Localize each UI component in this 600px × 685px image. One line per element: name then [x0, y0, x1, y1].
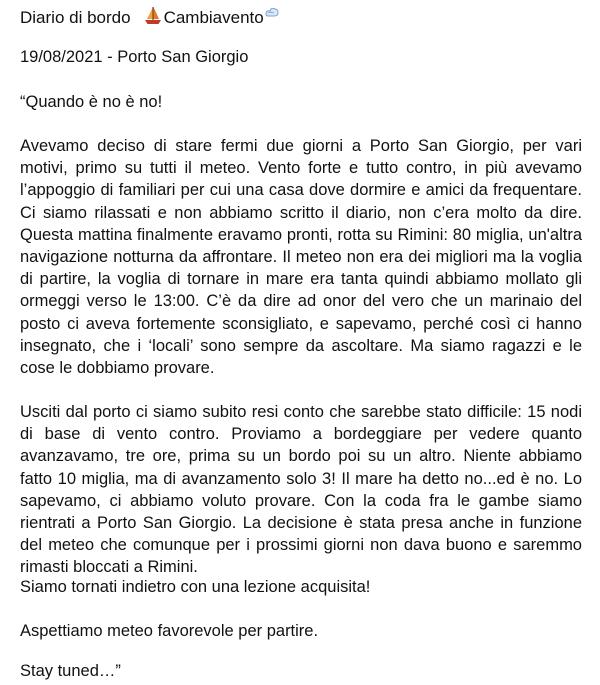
sailboat-icon: [143, 6, 163, 26]
paragraph-2: Usciti dal porto ci siamo subito resi conto che sarebbe stato difficile: 15 nodi di base di vento contro. Proviamo a bordeggiare per vedere quanto avanzavamo, tre ore, prima su un bordo poi su un altro. Niente abbiamo fatto 10 miglia, ma di avanzamento solo 3! Il mare ha detto no...ed è no. Lo sapevamo, ci abbiamo voluto provare. Con la coda fra le gambe siamo rientrati a Porto San Giorgio. La decisione è stata presa anche in funzione del meteo che comunque per i prossimi giorni non dava buono e saremmo rimasti bloccati a Rimini.: [20, 403, 582, 577]
paragraph-3: Siamo tornati indietro con una lezione acquisita!: [20, 578, 371, 596]
sign-off: Stay tuned…”: [20, 662, 121, 680]
wind-cloud-icon: [265, 5, 279, 19]
brand-name: Cambiavento: [163, 8, 264, 27]
diary-header: [20, 5, 279, 31]
paragraph-4: Aspettiamo meteo favorevole per partire.: [20, 622, 319, 640]
paragraph-1: Avevamo deciso di stare fermi due giorni a Porto San Giorgio, per vari motivi, primo su tutti il meteo. Vento forte e tutto contro, in più avevamo l’appoggio di familiari per cui una casa dove dormire e amici da frequentare. Ci siamo rilassati e non abbiamo scritto il diario, non c’era molto da dire. Questa mattina finalmente eravamo pronti, rotta su Rimini: 80 miglia, un'altra navigazione notturna da affrontare. Il meteo non era dei migliori ma la voglia di partire, la voglia di tornare in mare era tanta quindi abbiamo mollato gli ormeggi verso le 13:00. C’è da dire ad onor del vero che un marinaio del posto ci aveva fortemente sconsigliato, e sapevamo, perché così ci hanno insegnato, che i ‘locali’ sono sempre da ascoltare. Ma siamo ragazzi e le cose le dobbiamo provare.: [20, 137, 582, 378]
entry-date-place: 19/08/2021 - Porto San Giorgio: [20, 48, 249, 66]
entry-quote-title: “Quando è no è no!: [20, 93, 163, 111]
diary-title: Diario di bordo: [20, 8, 131, 27]
